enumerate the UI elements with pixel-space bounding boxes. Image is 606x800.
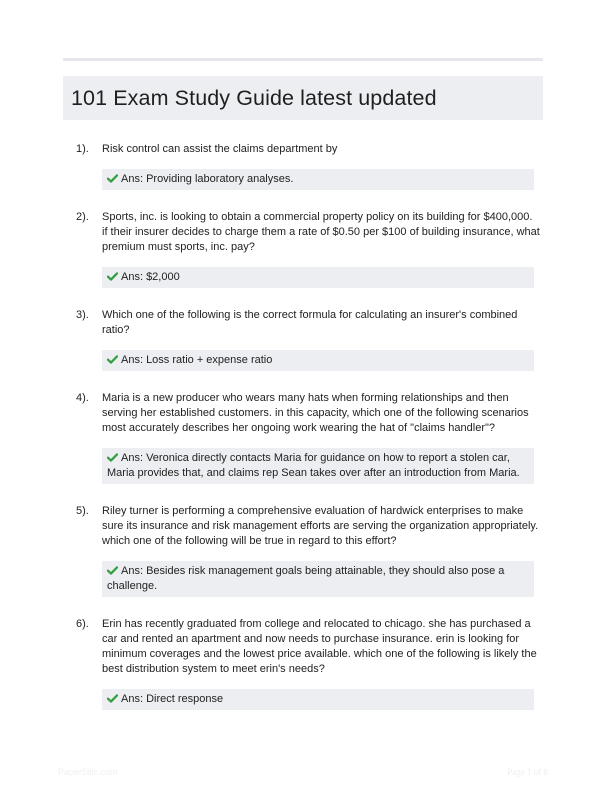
answer-text: Ans: Direct response — [121, 693, 224, 705]
question-item-2 — [0, 210, 606, 288]
question-item-1 — [0, 142, 606, 190]
answer-text: Ans: Loss ratio + expense ratio — [121, 354, 273, 366]
question-number: 6). — [76, 618, 89, 630]
question-number: 3). — [76, 309, 89, 321]
question-item-5 — [0, 504, 606, 597]
question-text: Which one of the following is the correct formula for calculating an insurer's combined ratio? — [102, 309, 518, 336]
answer-box — [102, 689, 534, 710]
answer-text: Ans: Providing laboratory analyses. — [121, 173, 294, 185]
answer-text: Ans: $2,000 — [121, 271, 180, 283]
check-icon — [107, 694, 118, 703]
check-icon — [107, 453, 118, 462]
check-icon — [107, 272, 118, 281]
question-text: Risk control can assist the claims department by — [102, 143, 338, 155]
page-number: Page 1 of 8 — [507, 767, 548, 777]
header-rule — [63, 58, 543, 61]
page-title: 101 Exam Study Guide latest updated — [71, 85, 437, 110]
check-icon — [107, 174, 118, 183]
answer-box — [102, 561, 534, 597]
answer-text: Ans: Besides risk management goals being attainable, they should also pose a challenge. — [107, 565, 505, 592]
answer-text: Ans: Veronica directly contacts Maria for guidance on how to report a stolen car, Maria provides that, and claims rep Sean takes over after an introduction from Maria. — [107, 452, 520, 479]
question-text: Riley turner is performing a comprehensive evaluation of hardwick enterprises to make sure its insurance and risk management efforts are serving the organization appropriately. which one of the following will be true in regard to this effort? — [102, 505, 539, 547]
question-number: 2). — [76, 211, 89, 223]
check-icon — [107, 355, 118, 364]
question-item-4 — [0, 391, 606, 484]
question-number: 1). — [76, 143, 89, 155]
answer-box — [102, 448, 534, 484]
question-item-6 — [0, 617, 606, 710]
check-icon — [107, 566, 118, 575]
question-list — [0, 142, 606, 730]
question-item-3 — [0, 308, 606, 371]
question-text: Sports, inc. is looking to obtain a commercial property policy on its building for $400,000. if their insurer decides to charge them a rate of $0.50 per $100 of building insurance, what premium must sports, inc. pay? — [102, 211, 540, 253]
question-number: 4). — [76, 392, 89, 404]
question-number: 5). — [76, 505, 89, 517]
answer-box — [102, 267, 534, 288]
footer-watermark: Paper5tlic.com — [58, 767, 118, 777]
answer-box — [102, 350, 534, 371]
answer-box — [102, 169, 534, 190]
question-text: Erin has recently graduated from college and relocated to chicago. she has purchased a car and rented an apartment and now needs to purchase insurance. erin is looking for minimum coverages and the lowest price available. which one of the following is likely the best distribution system to meet erin's needs? — [102, 618, 537, 675]
title-banner — [63, 76, 543, 120]
question-text: Maria is a new producer who wears many hats when forming relationships and then serving her established customers. in this capacity, which one of the following scenarios most accurately describes her ongoing work wearing the hat of "claims handler"? — [102, 392, 529, 434]
